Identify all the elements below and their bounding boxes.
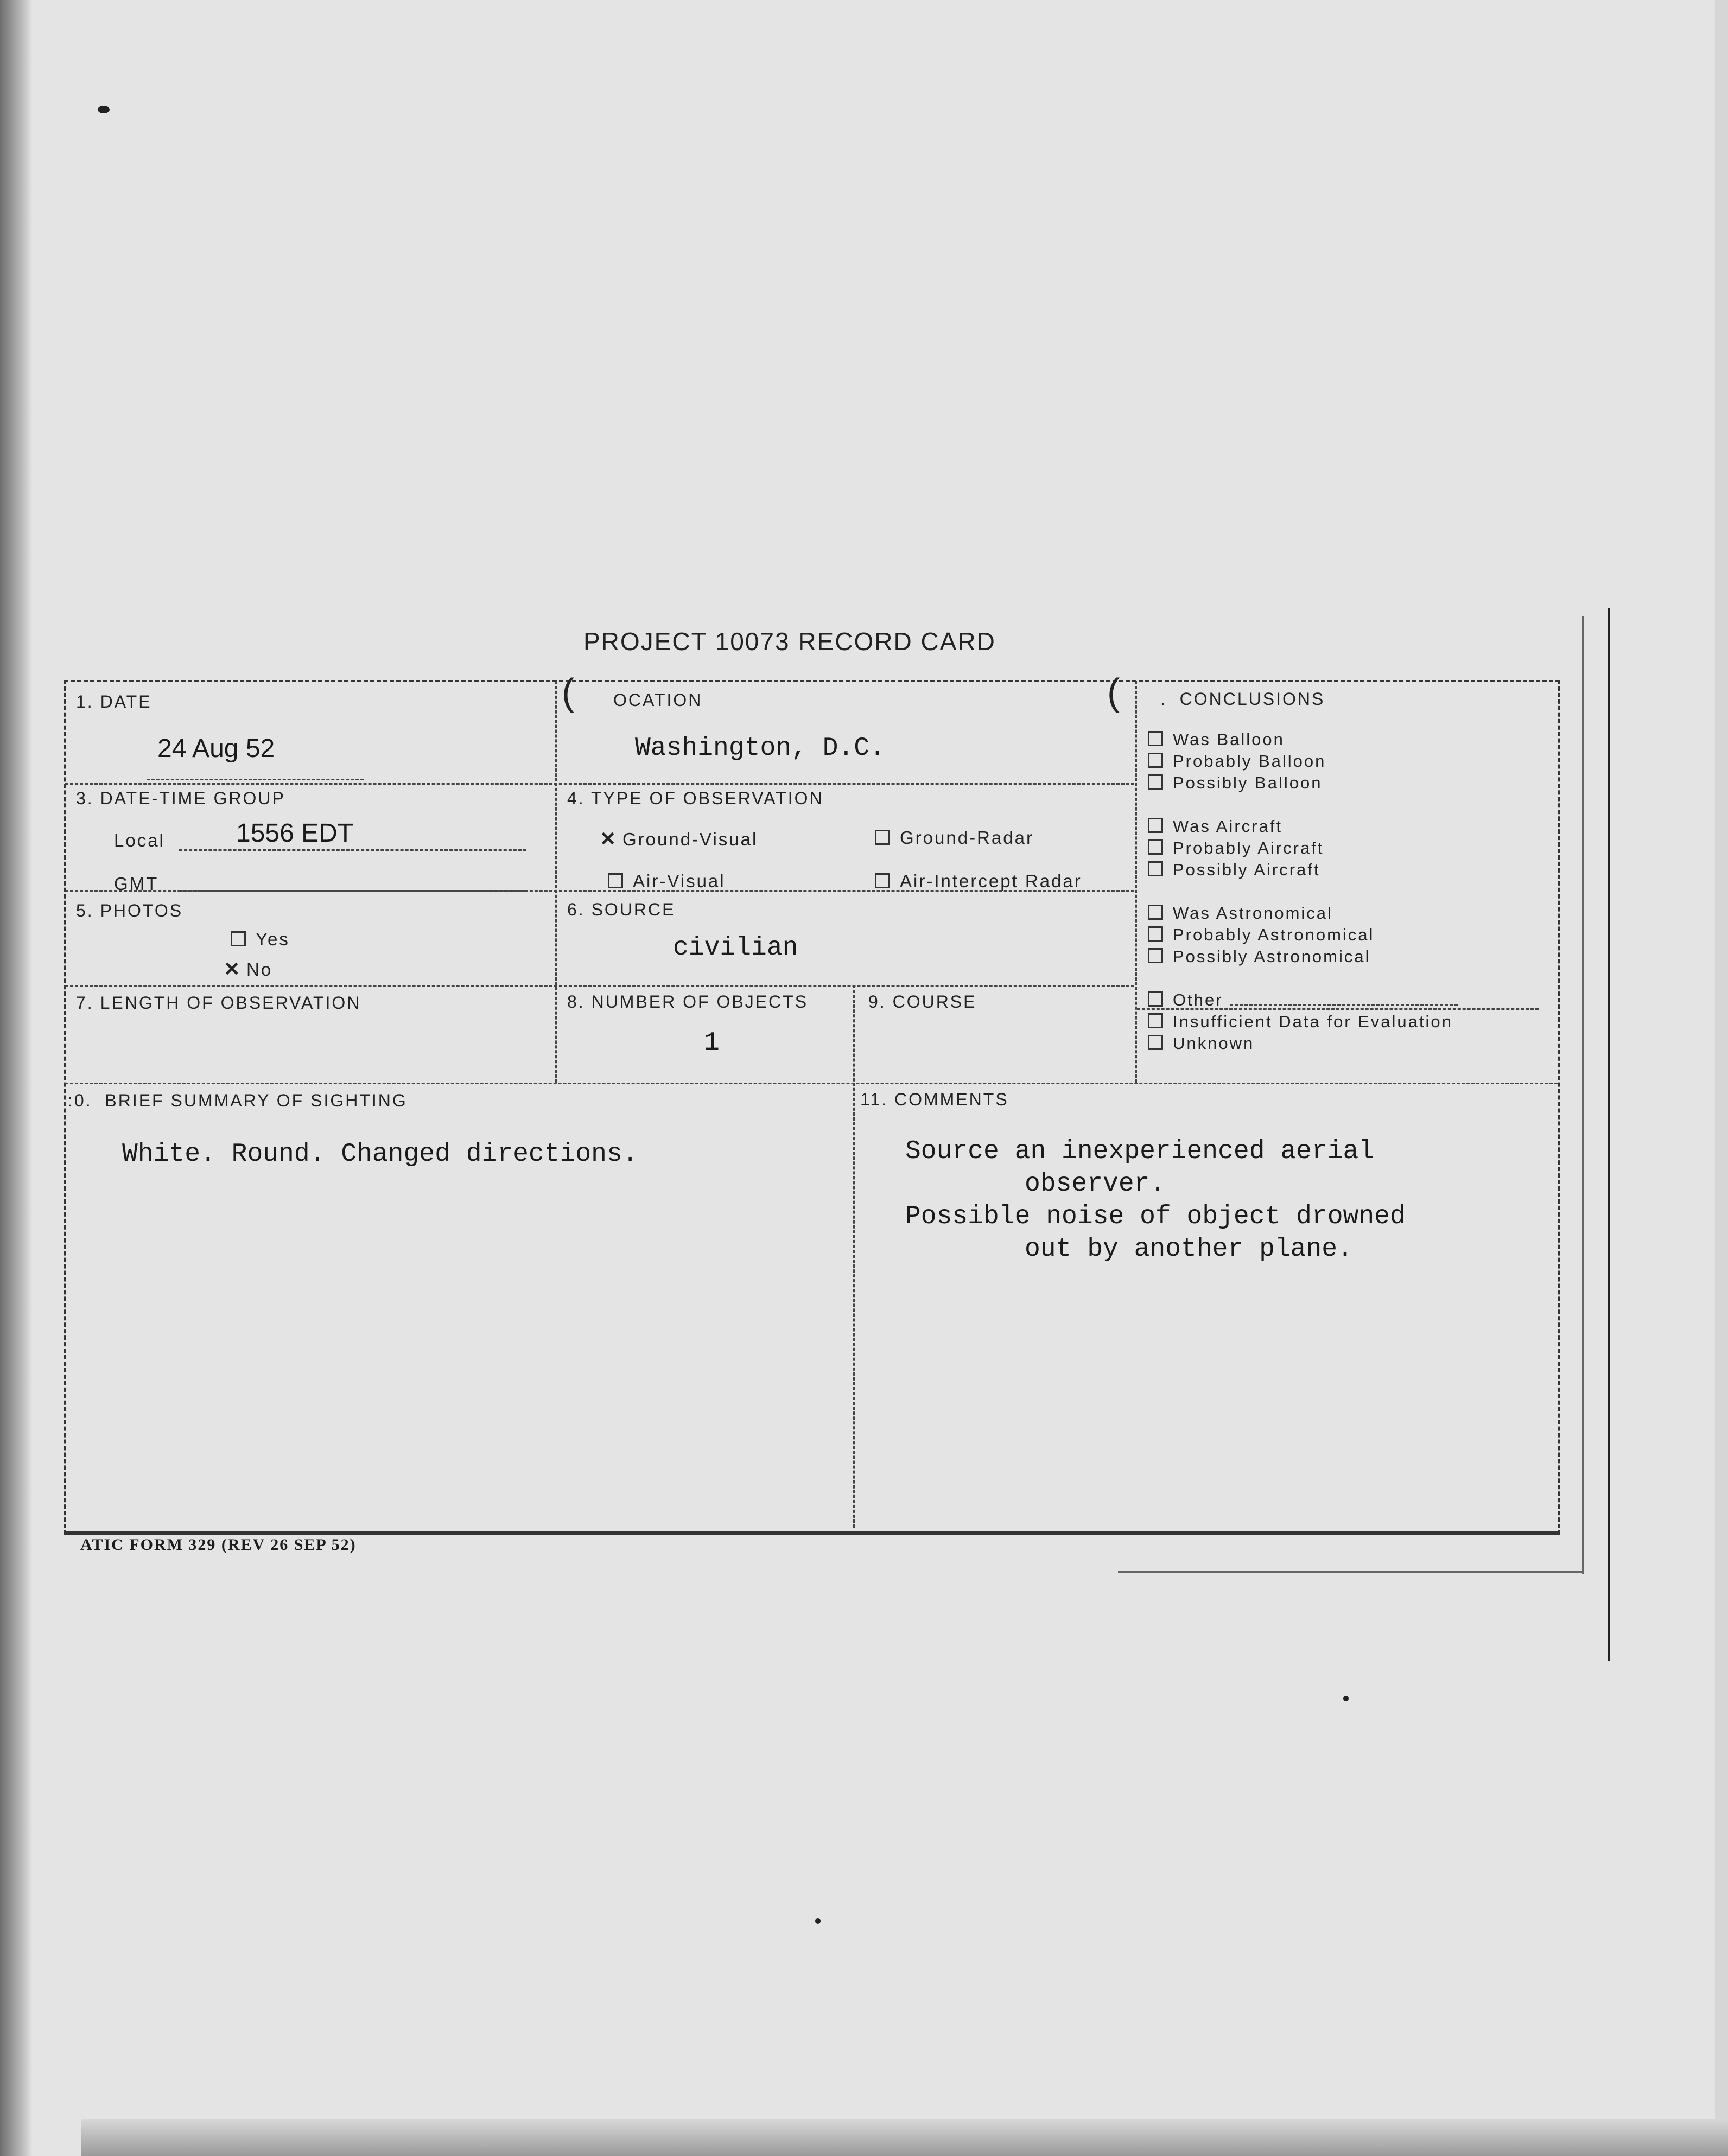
conclusion-option	[1148, 730, 1285, 749]
grid-line	[1135, 681, 1137, 1083]
checkbox-icon	[1148, 991, 1163, 1007]
number-of-objects-value: 1	[704, 1028, 720, 1058]
local-time-value: 1556 EDT	[236, 819, 354, 848]
checkbox-icon	[1148, 948, 1163, 963]
comments-label: 11. COMMENTS	[860, 1090, 1009, 1109]
location-label: OCATION	[613, 690, 703, 710]
film-edge-left	[0, 0, 33, 2156]
conclusion-option-label: Was Aircraft	[1173, 817, 1282, 836]
grid-line	[65, 1083, 1558, 1084]
date-underline	[147, 779, 364, 780]
checkbox-icon	[1148, 926, 1163, 942]
card-title: PROJECT 10073 RECORD CARD	[583, 627, 996, 656]
local-time-underline	[179, 849, 526, 851]
conclusion-option-label: Was Balloon	[1173, 730, 1285, 749]
length-label: 7. LENGTH OF OBSERVATION	[76, 993, 361, 1013]
checkbox-icon	[1148, 905, 1163, 920]
speck	[815, 1918, 821, 1924]
conclusion-option	[1148, 925, 1374, 945]
conclusion-option	[1148, 1034, 1254, 1053]
photos-label: 5. PHOTOS	[76, 901, 183, 920]
date-label: 1. DATE	[76, 692, 152, 711]
checkbox-icon	[231, 931, 246, 946]
ground-radar-option: Ground-Radar	[875, 828, 1034, 848]
conclusion-option-label: Insufficient Data for Evaluation	[1173, 1012, 1453, 1031]
conclusion-option	[1148, 838, 1324, 858]
checkbox-icon	[608, 873, 623, 888]
air-intercept-radar-option: Air-Intercept Radar	[875, 871, 1082, 892]
card-shadow	[1582, 616, 1584, 1574]
photos-no-option: ✕ No	[224, 958, 273, 980]
card-shadow	[1118, 1571, 1584, 1573]
number-of-objects-label: 8. NUMBER OF OBJECTS	[567, 992, 809, 1012]
source-value: civilian	[673, 933, 798, 963]
conclusion-option-label: Possibly Aircraft	[1173, 860, 1320, 879]
comment-line: Source an inexperienced aerial	[905, 1137, 1375, 1166]
grid-line	[65, 783, 1134, 785]
summary-label: :0. BRIEF SUMMARY OF SIGHTING	[68, 1091, 408, 1110]
source-label: 6. SOURCE	[567, 900, 676, 919]
conclusion-option-label: Other	[1173, 990, 1223, 1009]
conclusion-option	[1148, 1012, 1453, 1032]
conclusion-option	[1148, 904, 1333, 923]
grid-line	[853, 985, 855, 1528]
speck	[98, 106, 110, 113]
checkbox-icon	[1148, 818, 1163, 833]
speck	[1343, 1696, 1349, 1701]
checkbox-icon	[1148, 731, 1163, 746]
conclusion-option-label: Probably Aircraft	[1173, 838, 1324, 857]
conclusion-option	[1148, 947, 1371, 966]
conclusion-option-label: Probably Astronomical	[1173, 925, 1375, 944]
photos-yes-option: Yes	[231, 929, 290, 950]
comment-line: Possible noise of object drowned	[905, 1202, 1406, 1231]
bracket-mark: (	[562, 671, 575, 713]
bracket-mark: (	[1107, 671, 1120, 713]
checkbox-icon	[875, 873, 890, 888]
date-value: 24 Aug 52	[157, 734, 275, 763]
comment-line: observer.	[1025, 1169, 1166, 1199]
card-shadow	[1608, 608, 1610, 1661]
checkbox-icon	[875, 830, 890, 845]
conclusion-option	[1148, 773, 1322, 793]
conclusion-option-label: Possibly Balloon	[1173, 773, 1323, 792]
checked-mark-icon: ✕	[224, 958, 242, 980]
ground-visual-option: ✕ Ground-Visual	[600, 828, 758, 850]
location-value: Washington, D.C.	[635, 734, 885, 763]
conclusion-option	[1148, 860, 1320, 880]
conclusion-option-label: Unknown	[1173, 1034, 1255, 1053]
date-time-group-label: 3. DATE-TIME GROUP	[76, 788, 285, 808]
checkbox-icon	[1148, 1035, 1163, 1050]
film-edge-bottom	[81, 2119, 1728, 2156]
conclusion-option-label: Was Astronomical	[1173, 904, 1333, 923]
checkbox-icon	[1148, 861, 1163, 876]
conclusion-option	[1148, 990, 1458, 1010]
other-underline	[1230, 1004, 1458, 1006]
form-footer: ATIC FORM 329 (REV 26 SEP 52)	[80, 1536, 357, 1554]
gmt-label: GMT	[114, 874, 159, 894]
local-time-label: Local	[114, 830, 165, 850]
air-visual-option: Air-Visual	[608, 871, 726, 892]
comment-line: out by another plane.	[1025, 1235, 1353, 1264]
checkbox-icon	[1148, 839, 1163, 855]
checkbox-icon	[1148, 1013, 1163, 1028]
checkbox-icon	[1148, 774, 1163, 790]
checked-mark-icon: ✕	[600, 828, 618, 850]
gmt-underline	[179, 890, 526, 892]
summary-value: White. Round. Changed directions.	[122, 1140, 638, 1169]
observation-type-label: 4. TYPE OF OBSERVATION	[567, 788, 824, 808]
checkbox-icon	[1148, 753, 1163, 768]
conclusion-option-label: Possibly Astronomical	[1173, 947, 1371, 966]
conclusions-label: . CONCLUSIONS	[1160, 689, 1325, 709]
grid-line	[555, 681, 557, 1083]
conclusion-option	[1148, 817, 1282, 836]
grid-line	[65, 985, 1134, 987]
conclusion-option-label: Probably Balloon	[1173, 752, 1326, 771]
conclusion-option	[1148, 752, 1326, 771]
film-edge-right	[1715, 0, 1728, 2156]
course-label: 9. COURSE	[868, 992, 977, 1012]
